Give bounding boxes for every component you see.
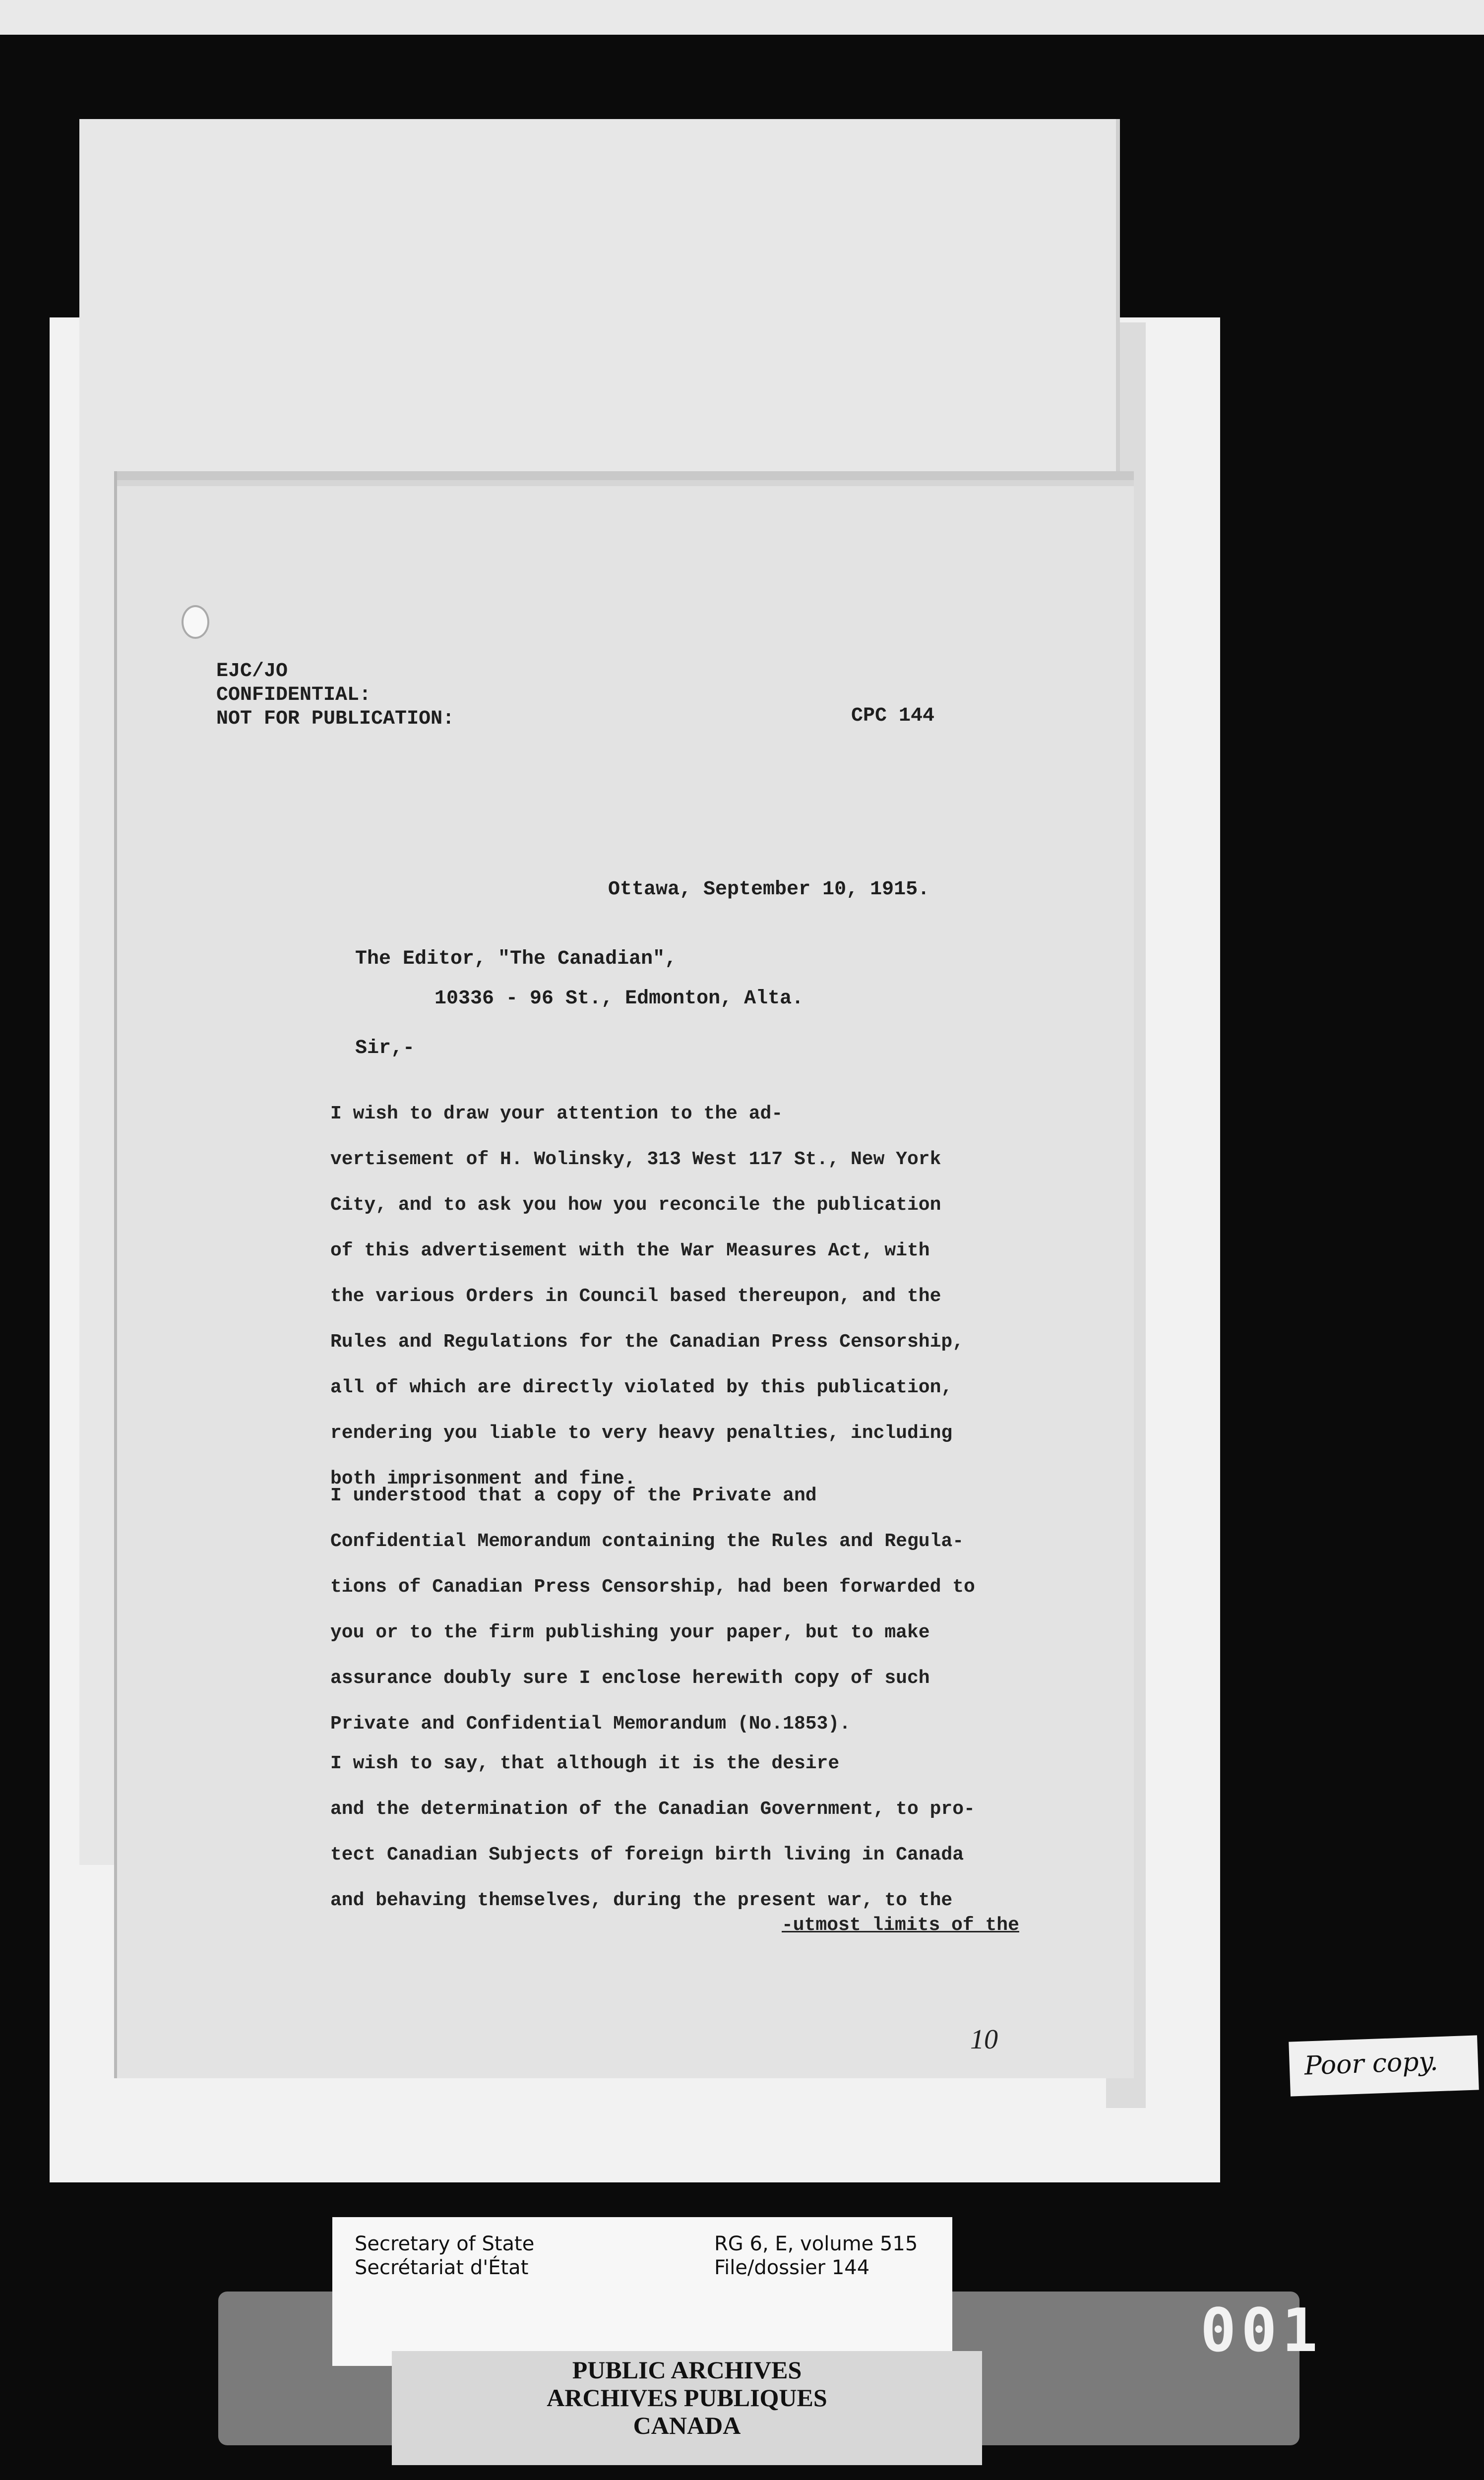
film-top-edge xyxy=(0,0,1484,35)
paragraph-line: tect Canadian Subjects of foreign birth living in Canada xyxy=(330,1844,964,1865)
frame-number: 001 xyxy=(1200,2296,1323,2365)
paragraph-line: of this advertisement with the War Measures Act, with xyxy=(330,1240,930,1261)
paragraph-line: City, and to ask you how you reconcile the publication xyxy=(330,1194,941,1216)
continuation-catchword: -utmost limits of the xyxy=(782,1915,1019,1936)
department-en: Secretary of State xyxy=(355,2232,535,2255)
paragraph-1 xyxy=(330,1091,1074,1502)
record-group-label xyxy=(714,2232,918,2280)
paragraph-line: I wish to draw your attention to the ad- xyxy=(330,1103,783,1124)
banner-line-3: CANADA xyxy=(633,2412,741,2439)
paragraph-line: vertisement of H. Wolinsky, 313 West 117 St., New York xyxy=(330,1149,941,1170)
paragraph-line: rendering you liable to very heavy penalties, including xyxy=(330,1423,953,1444)
paragraph-line: Confidential Memorandum containing the Rules and Regula- xyxy=(330,1531,964,1552)
archive-reference-card xyxy=(332,2217,952,2366)
ref-not-for-publication: NOT FOR PUBLICATION: xyxy=(216,708,455,730)
department-fr: Secrétariat d'État xyxy=(355,2256,529,2279)
letter-page xyxy=(114,471,1134,2078)
paragraph-3 xyxy=(330,1741,1074,1923)
paragraph-line: and the determination of the Canadian Government, to pro- xyxy=(330,1798,975,1820)
record-group-volume: RG 6, E, volume 515 xyxy=(714,2232,918,2255)
salutation: Sir,- xyxy=(355,1037,415,1059)
letter-fold-shadow xyxy=(117,471,1134,480)
paragraph-line: I understood that a copy of the Private and xyxy=(330,1485,817,1506)
reference-block xyxy=(216,660,454,731)
department-label xyxy=(355,2232,534,2280)
paragraph-line: I wish to say, that although it is the desire xyxy=(330,1753,840,1774)
paragraph-line: and behaving themselves, during the present war, to the xyxy=(330,1890,953,1911)
date-line: Ottawa, September 10, 1915. xyxy=(608,878,930,901)
paragraph-line: the various Orders in Council based thereupon, and the xyxy=(330,1286,941,1307)
paragraph-2 xyxy=(330,1473,1074,1747)
banner-line-2: ARCHIVES PUBLIQUES xyxy=(547,2384,827,2412)
file-code: CPC 144 xyxy=(851,705,935,727)
file-dossier: File/dossier 144 xyxy=(714,2256,870,2279)
paragraph-line: both imprisonment and fine. xyxy=(330,1468,636,1489)
paragraph-line: you or to the firm publishing your paper, but to make xyxy=(330,1622,930,1643)
ref-confidential: CONFIDENTIAL: xyxy=(216,684,371,706)
poor-copy-note xyxy=(1289,2035,1479,2096)
paragraph-line: assurance doubly sure I enclose herewith copy of such xyxy=(330,1668,930,1689)
page-number: 10 xyxy=(970,2024,998,2055)
paragraph-line: all of which are directly violated by this publication, xyxy=(330,1377,953,1398)
archive-banner xyxy=(392,2351,982,2465)
addressee-line-2: 10336 - 96 St., Edmonton, Alta. xyxy=(434,988,804,1010)
paragraph-line: tions of Canadian Press Censorship, had been forwarded to xyxy=(330,1576,975,1598)
banner-line-1: PUBLIC ARCHIVES xyxy=(572,2356,802,2384)
paragraph-line: Private and Confidential Memorandum (No.1853). xyxy=(330,1713,851,1735)
poor-copy-text: Poor copy. xyxy=(1303,2046,1439,2081)
addressee-line-1: The Editor, "The Canadian", xyxy=(355,948,677,970)
ref-initials: EJC/JO xyxy=(216,660,288,682)
punch-hole xyxy=(182,605,209,639)
paragraph-line: Rules and Regulations for the Canadian Press Censorship, xyxy=(330,1331,964,1353)
